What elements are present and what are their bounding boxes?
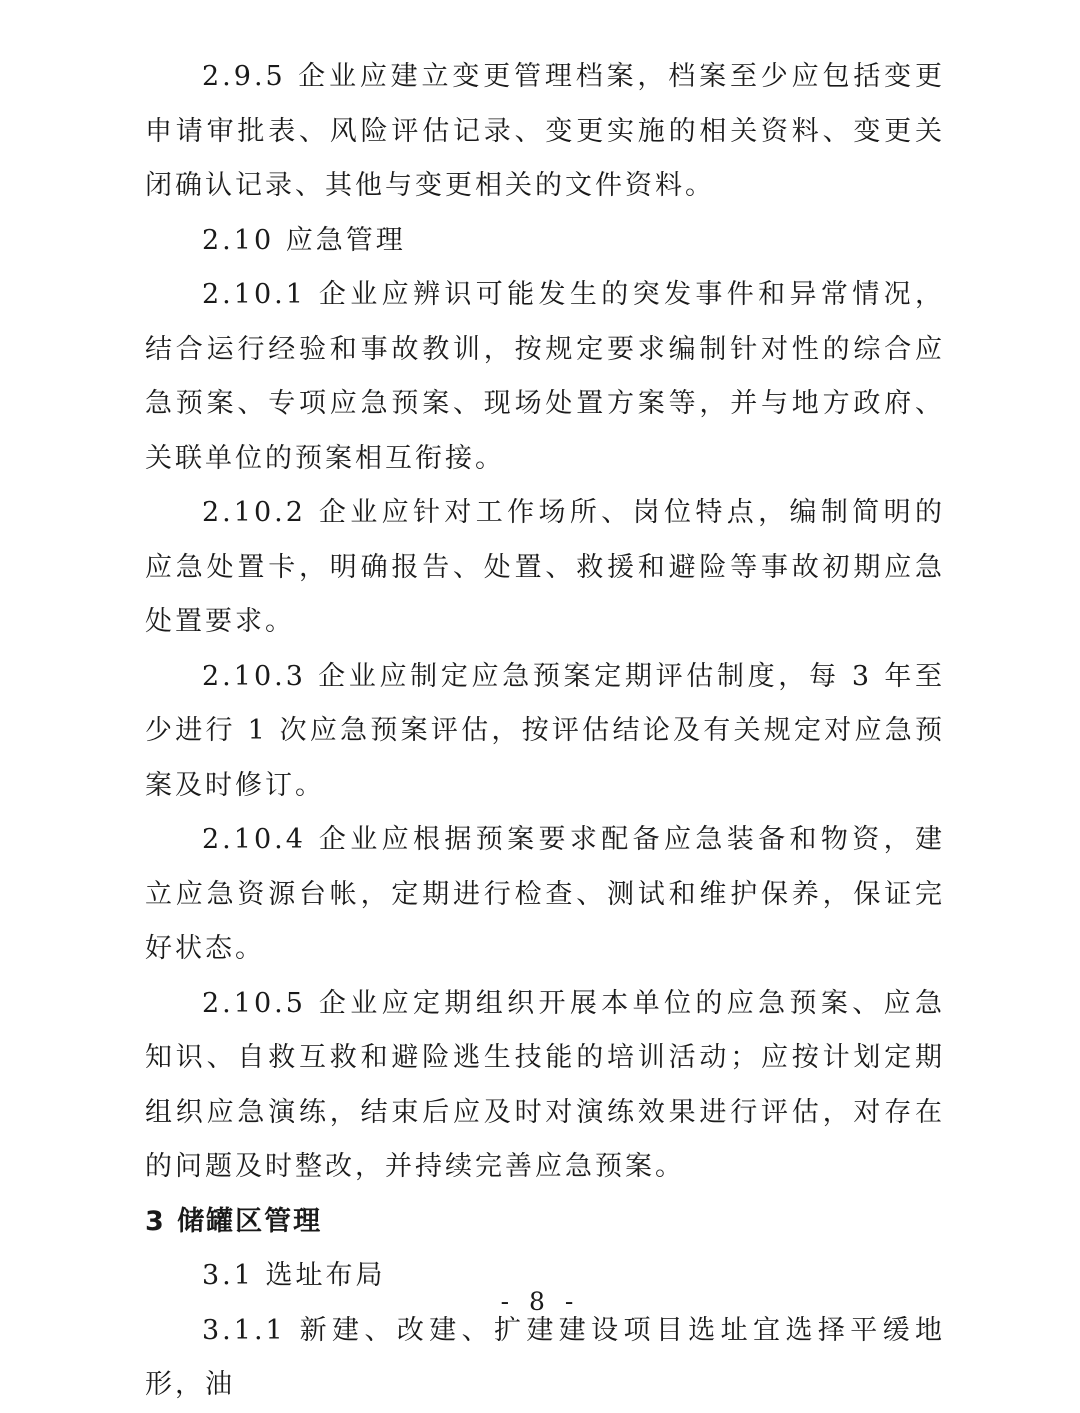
paragraph-2-10-3: 2.10.3 企业应制定应急预案定期评估制度，每 3 年至少进行 1 次应急预案评估，按评估结论及有关规定对应急预案及时修订。 <box>145 660 945 801</box>
paragraph-2-9-5: 2.9.5 企业应建立变更管理档案，档案至少应包括变更申请审批表、风险评估记录、变更实施的相关资料、变更关闭确认记录、其他与变更相关的文件资料。 <box>145 61 945 201</box>
paragraph-2-10-5: 2.10.5 企业应定期组织开展本单位的应急预案、应急知识、自救互救和避险逃生技能的培训活动；应按计划定期组织应急演练，结束后应及时对演练效果进行评估，对存在的问题及时整改，并持续完善应急预案。 <box>145 987 945 1182</box>
paragraph-2-10-1: 2.10.1 企业应辨识可能发生的突发事件和异常情况，结合运行经验和事故教训，按规定要求编制针对性的综合应急预案、专项应急预案、现场处置方案等，并与地方政府、关联单位的预案相互衔接。 <box>145 279 945 474</box>
heading-2-10: 2.10 应急管理 <box>202 224 406 256</box>
page-number: - 8 - <box>500 1287 580 1316</box>
heading-3-1: 3.1 选址布局 <box>202 1260 386 1291</box>
paragraph-3-1-1: 3.1.1 新建、改建、扩建建设项目选址宜选择平缓地形，油 <box>145 1314 945 1400</box>
paragraph-2-10-4: 2.10.4 企业应根据预案要求配备应急装备和物资，建立应急资源台帐，定期进行检查、测试和维护保养，保证完好状态。 <box>145 824 945 964</box>
document-body <box>145 50 945 1413</box>
section-heading-3: 3 储罐区管理 <box>145 1205 323 1237</box>
paragraph-2-10-2: 2.10.2 企业应针对工作场所、岗位特点，编制简明的应急处置卡，明确报告、处置、救援和避险等事故初期应急处置要求。 <box>145 497 945 637</box>
